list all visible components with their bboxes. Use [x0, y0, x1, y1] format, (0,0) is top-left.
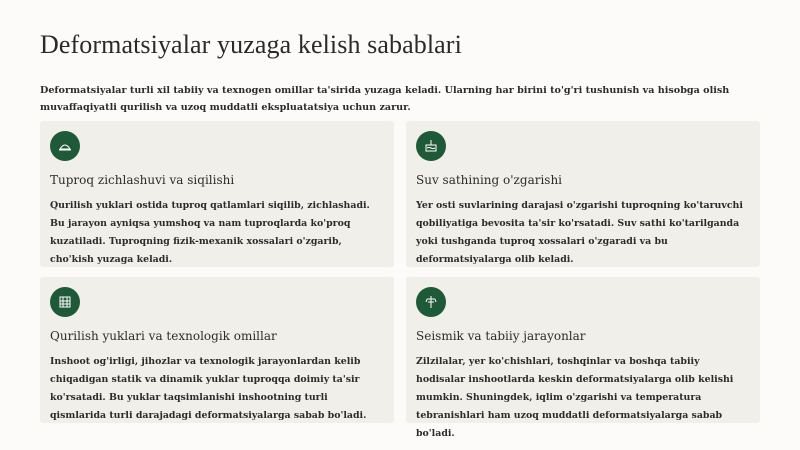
- card-title: Suv sathining o'zgarishi: [416, 173, 563, 187]
- card-text: Yer osti suvlarining darajasi o'zgarishi tuproqning ko'taruvchi qobiliyatiga bevosita ta'sir ko'rsatadi. Suv sathi ko'tarilganda yoki tushganda tuproq xossalari o'zgaradi va bu deformatsiyalarga olib keladi.: [416, 200, 743, 265]
- water-level-icon: [416, 131, 446, 161]
- card-construction-loads: [40, 277, 394, 423]
- card-seismic-processes: [406, 277, 760, 439]
- card-text: Zilzilalar, yer ko'chishlari, toshqinlar va boshqa tabiiy hodisalar inshootlarda keskin deformatsiyalarga olib kelishi mumkin. Shuningdek, iqlim o'zgarishi va temperatura tebranishlari ham uzoq muddatli deformatsiyalarga sabab bo'ladi.: [416, 356, 734, 439]
- card-title: Seismik va tabiiy jarayonlar: [416, 329, 586, 343]
- page-title: Deformatsiyalar yuzaga kelish sabablari: [40, 30, 462, 59]
- seismic-icon: [416, 287, 446, 317]
- soil-icon: [50, 131, 80, 161]
- card-soil-compaction: [40, 121, 394, 267]
- building-icon: [50, 287, 80, 317]
- card-title: Qurilish yuklari va texnologik omillar: [50, 329, 277, 343]
- card-text: Qurilish yuklari ostida tuproq qatlamlari siqilib, zichlashadi. Bu jarayon ayniqsa yumshoq va nam tuproqlarda ko'proq kuzatiladi. Tuproqning fizik-mexanik xossalari o'zgarib, cho'kish yuzaga keladi.: [50, 200, 370, 265]
- card-text: Inshoot og'irligi, jihozlar va texnologik jarayonlardan kelib chiqadigan statik va dinamik yuklar tuproqqa doimiy ta'sir ko'rsatadi. Bu yuklar taqsimlanishi inshootning turli qismlarida turli darajadagi deformatsiyalarga sabab bo'ladi.: [50, 356, 367, 421]
- card-title: Tuproq zichlashuvi va siqilishi: [50, 173, 235, 187]
- intro-paragraph: Deformatsiyalar turli xil tabiiy va texnogen omillar ta'sirida yuzaga keladi. Ularning har birini to'g'ri tushunish va hisobga olish muvaffaqiyatli qurilish va uzoq muddatli ekspluatatsiya uchun zarur.: [40, 85, 730, 113]
- card-water-level: [406, 121, 760, 267]
